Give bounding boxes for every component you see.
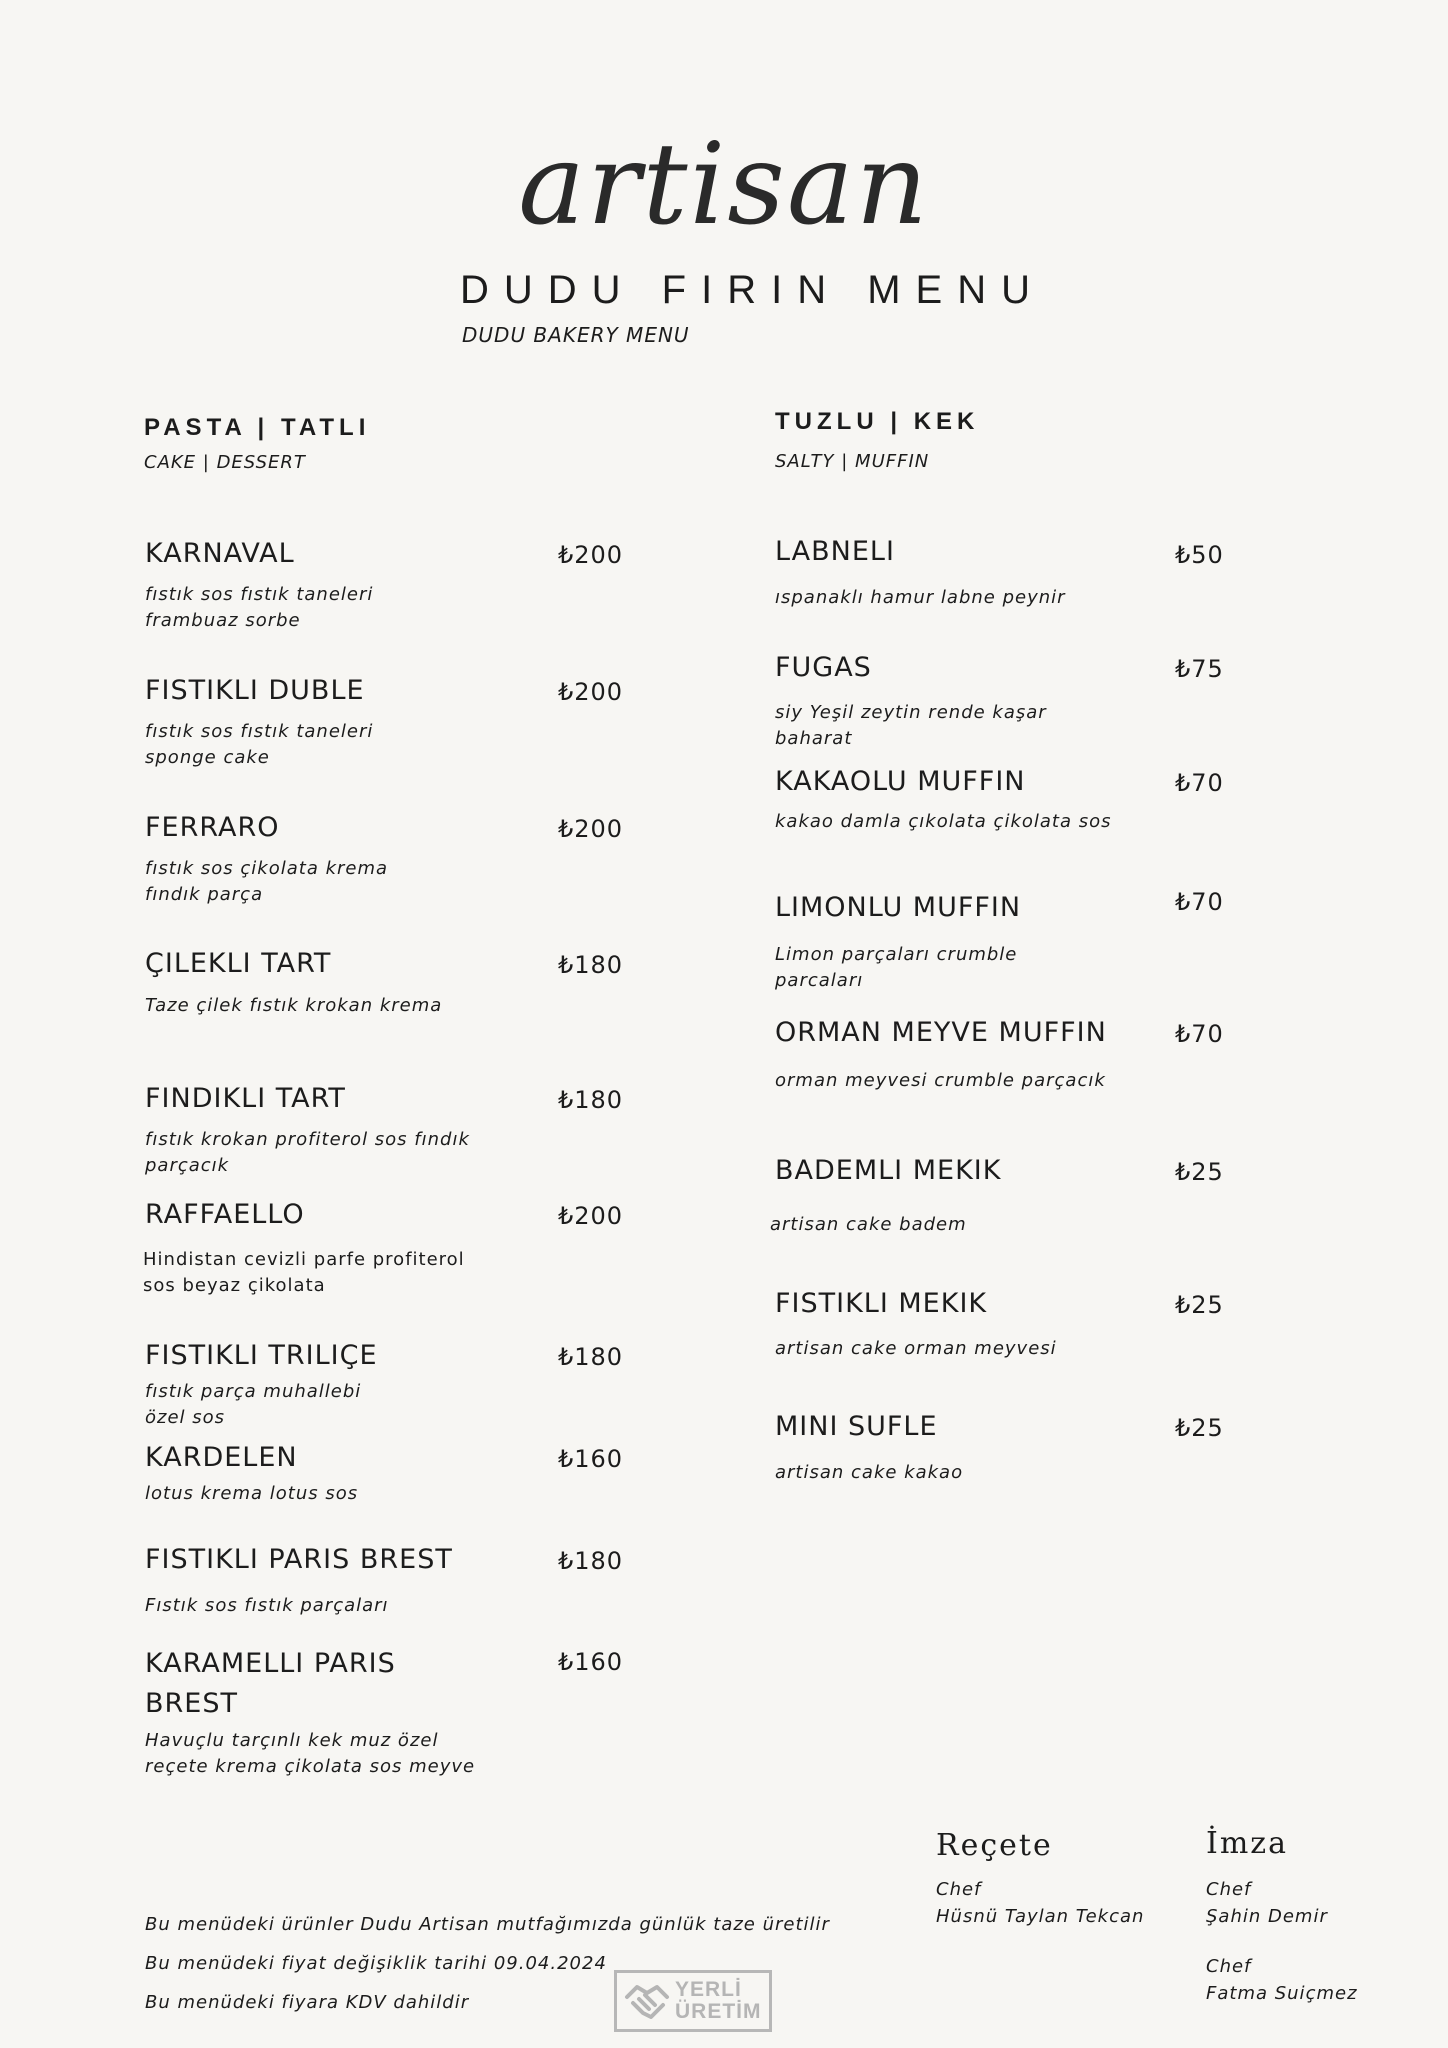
menu-item-name: LABNELI bbox=[775, 536, 895, 567]
menu-item-price: ₺25 bbox=[1175, 1291, 1224, 1319]
menu-item-desc: fıstık parça muhallebi özel sos bbox=[145, 1381, 362, 1428]
menu-item-name: FERRARO bbox=[145, 812, 280, 843]
menu-item-desc: Taze çilek fıstık krokan krema bbox=[145, 995, 443, 1016]
page-subtitle: DUDU BAKERY MENU bbox=[462, 323, 690, 347]
menu-item-price: ₺75 bbox=[1175, 655, 1224, 683]
menu-item-name: KARAMELLI PARIS bbox=[145, 1648, 396, 1679]
menu-item-desc: fıstık sos fıstık taneleri frambuaz sorbe bbox=[145, 584, 374, 631]
menu-item-desc: fıstık sos fıstık taneleri sponge cake bbox=[145, 721, 374, 768]
recete-chef: Chef Hüsnü Taylan Tekcan bbox=[936, 1879, 1145, 1927]
menu-item-desc: orman meyvesi crumble parçacık bbox=[775, 1070, 1106, 1091]
menu-item-name: BADEMLI MEKIK bbox=[775, 1155, 1002, 1186]
menu-item-price: ₺25 bbox=[1175, 1158, 1224, 1186]
recete-heading: Reçete bbox=[936, 1828, 1053, 1863]
menu-item-price: ₺160 bbox=[558, 1445, 624, 1473]
menu-item-desc: ıspanaklı hamur labne peynir bbox=[775, 587, 1066, 608]
page-title: DUDU FIRIN MENU bbox=[460, 268, 1045, 312]
left-section-subtitle: CAKE | DESSERT bbox=[144, 452, 306, 473]
footer-note: Bu menüdeki ürünler Dudu Artisan mutfağımızda günlük taze üretilir bbox=[145, 1914, 830, 1935]
footer-note: Bu menüdeki fiyara KDV dahildir bbox=[145, 1992, 470, 2013]
menu-item-price: ₺180 bbox=[558, 951, 624, 979]
menu-item-price: ₺200 bbox=[558, 541, 624, 569]
menu-item-name: LIMONLU MUFFIN bbox=[775, 892, 1022, 923]
handshake-icon bbox=[623, 1979, 671, 2025]
menu-item-price: ₺25 bbox=[1175, 1414, 1224, 1442]
menu-item-name: FUGAS bbox=[775, 652, 872, 683]
menu-item-name: KARNAVAL bbox=[145, 538, 295, 569]
menu-item-price: ₺200 bbox=[558, 815, 624, 843]
menu-item-name: ÇILEKLI TART bbox=[145, 948, 332, 979]
menu-item-price: ₺180 bbox=[558, 1547, 624, 1575]
menu-item-price: ₺70 bbox=[1175, 888, 1224, 916]
menu-item-name: FISTIKLI TRILIÇE bbox=[145, 1340, 378, 1371]
menu-item-desc: fıstık sos çikolata krema fındık parça bbox=[145, 858, 389, 905]
menu-item-desc: fıstık krokan profiterol sos fındık parçacık bbox=[145, 1129, 470, 1176]
menu-item-name: FISTIKLI DUBLE bbox=[145, 675, 365, 706]
menu-item-name: KAKAOLU MUFFIN bbox=[775, 766, 1026, 797]
menu-item-desc: artisan cake orman meyvesi bbox=[775, 1338, 1057, 1359]
menu-item-desc: Hindistan cevizli parfe profiterol sos beyaz çikolata bbox=[143, 1249, 465, 1296]
menu-item-desc: kakao damla çıkolata çikolata sos bbox=[775, 811, 1112, 832]
menu-item-price: ₺180 bbox=[558, 1086, 624, 1114]
menu-item-desc: artisan cake kakao bbox=[775, 1462, 964, 1483]
right-section-title: TUZLU | KEK bbox=[775, 408, 980, 435]
imza-chef-1: Chef Şahin Demir bbox=[1206, 1879, 1328, 1927]
right-section-subtitle: SALTY | MUFFIN bbox=[775, 451, 930, 472]
menu-item-name: FISTIKLI MEKIK bbox=[775, 1288, 988, 1319]
menu-item-price: ₺70 bbox=[1175, 769, 1224, 797]
menu-item-desc: artisan cake badem bbox=[770, 1214, 967, 1235]
imza-chef-2: Chef Fatma Suiçmez bbox=[1206, 1956, 1358, 2004]
menu-item-desc: Limon parçaları crumble parcaları bbox=[775, 944, 1018, 991]
menu-item-name: MINI SUFLE bbox=[775, 1411, 938, 1442]
menu-item-price: ₺50 bbox=[1175, 541, 1224, 569]
menu-item-desc: Fıstık sos fıstık parçaları bbox=[145, 1595, 389, 1616]
logo-text: artisan bbox=[518, 120, 930, 250]
menu-item-name-continued: BREST bbox=[145, 1688, 238, 1719]
yerli-uretim-badge bbox=[614, 1970, 772, 2032]
menu-item-name: FINDIKLI TART bbox=[145, 1083, 346, 1114]
menu-item-price: ₺200 bbox=[558, 1202, 624, 1230]
menu-item-desc: Havuçlu tarçınlı kek muz özel reçete krema çikolata sos meyve bbox=[145, 1730, 476, 1777]
menu-item-desc: siy Yeşil zeytin rende kaşar baharat bbox=[775, 702, 1047, 749]
footer-note: Bu menüdeki fiyat değişiklik tarihi 09.04.2024 bbox=[145, 1953, 607, 1974]
menu-item-price: ₺160 bbox=[558, 1648, 624, 1676]
menu-item-price: ₺200 bbox=[558, 678, 624, 706]
badge-text: YERLİ ÜRETİM bbox=[675, 1978, 762, 2023]
menu-item-desc: lotus krema lotus sos bbox=[145, 1483, 359, 1504]
menu-item-name: FISTIKLI PARIS BREST bbox=[145, 1544, 453, 1575]
menu-item-name: ORMAN MEYVE MUFFIN bbox=[775, 1017, 1107, 1048]
menu-item-name: KARDELEN bbox=[145, 1442, 298, 1473]
menu-item-price: ₺70 bbox=[1175, 1020, 1224, 1048]
menu-item-price: ₺180 bbox=[558, 1343, 624, 1371]
menu-item-name: RAFFAELLO bbox=[145, 1199, 305, 1230]
logo bbox=[0, 120, 1448, 280]
imza-heading: İmza bbox=[1206, 1826, 1288, 1861]
left-section-title: PASTA | TATLI bbox=[144, 414, 371, 441]
